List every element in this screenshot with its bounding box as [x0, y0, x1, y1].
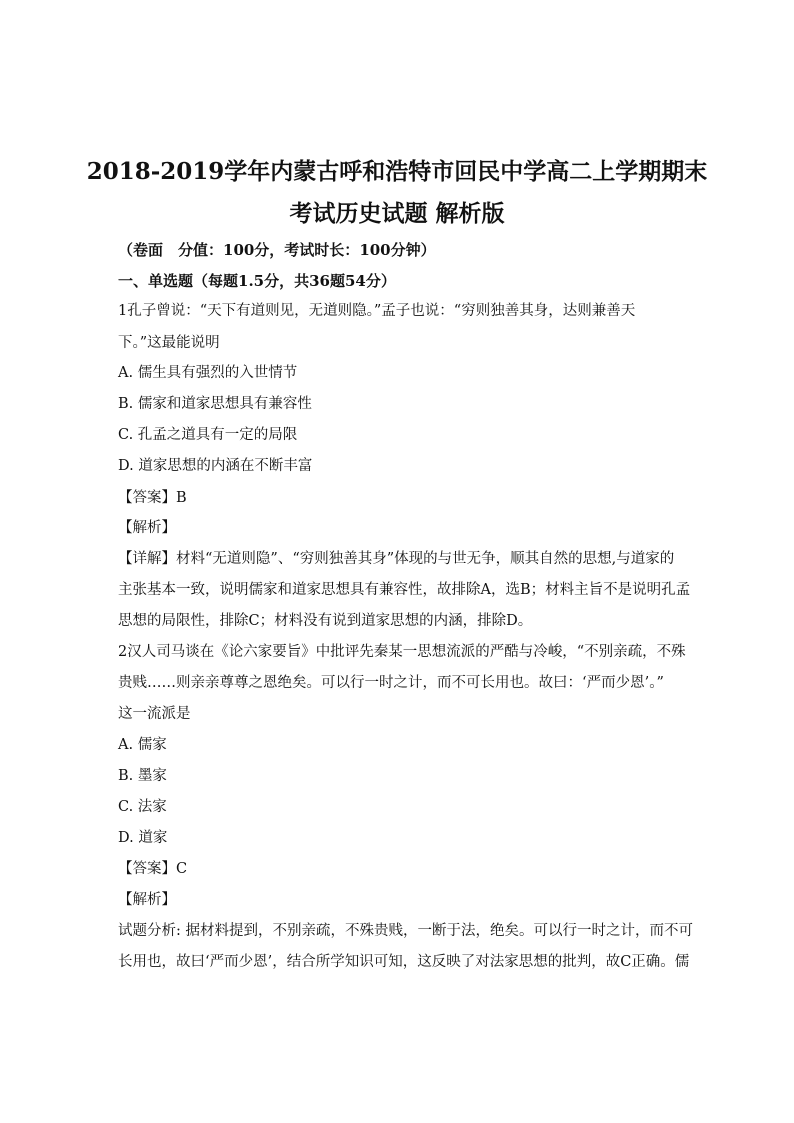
exam-info: （卷面 分值：100分，考试时长：100分钟）: [118, 241, 436, 259]
doc-title-line2: 考试历史试题 解析版: [289, 200, 505, 227]
section-heading: 一、单选题（每题1.5分，共36题54分）: [118, 272, 396, 290]
doc-title-line1: 2018-2019学年内蒙古呼和浩特市回民中学高二上学期期末: [86, 158, 708, 185]
q1-detail-line1: 【详解】材料“无道则隐”、“穷则独善其身”体现的与世无争，顺其自然的思想,与道家的: [118, 551, 675, 567]
q2-stem-line2: 贵贱……则亲亲尊尊之恩绝矣。可以行一时之计，而不可长用也。故曰：‘严而少恩’。”: [118, 675, 664, 691]
q1-option-c: C. 孔孟之道具有一定的局限: [118, 427, 298, 443]
q2-option-a: A. 儒家: [118, 737, 167, 753]
q2-stem-line1: 2汉人司马谈在《论六家要旨》中批评先秦某一思想流派的严酷与冷峻，“不别亲疏，不殊: [118, 644, 686, 660]
q1-answer: 【答案】B: [118, 490, 187, 506]
q1-detail-line3: 思想的局限性，排除C；材料没有说到道家思想的内涵，排除D。: [118, 613, 533, 629]
q1-stem-line1: 1孔子曾说：“天下有道则见，无道则隐。”孟子也说：“穷则独善其身，达则兼善天: [118, 303, 636, 319]
q2-option-d: D. 道家: [118, 830, 168, 846]
q2-analysis-label: 【解析】: [118, 892, 176, 908]
q1-analysis-label: 【解析】: [118, 520, 176, 536]
q1-option-a: A. 儒生具有强烈的入世情节: [118, 365, 298, 381]
q2-analysis-line2: 长用也，故曰‘严而少恩’，结合所学知识可知，这反映了对法家思想的批判，故C正确。儒: [118, 954, 690, 970]
q1-detail-line2: 主张基本一致，说明儒家和道家思想具有兼容性，故排除A，选B；材料主旨不是说明孔孟: [118, 582, 691, 598]
q2-analysis-line1: 试题分析: 据材料提到，不别亲疏，不殊贵贱，一断于法，绝矣。可以行一时之计，而不可: [118, 923, 693, 939]
q2-answer: 【答案】C: [118, 861, 188, 877]
q2-stem-line3: 这一流派是: [118, 706, 191, 722]
q1-option-b: B. 儒家和道家思想具有兼容性: [118, 396, 312, 412]
q1-stem-line2: 下。”这最能说明: [118, 335, 220, 351]
q2-option-b: B. 墨家: [118, 768, 167, 784]
q2-option-c: C. 法家: [118, 799, 167, 815]
q1-option-d: D. 道家思想的内涵在不断丰富: [118, 458, 313, 474]
